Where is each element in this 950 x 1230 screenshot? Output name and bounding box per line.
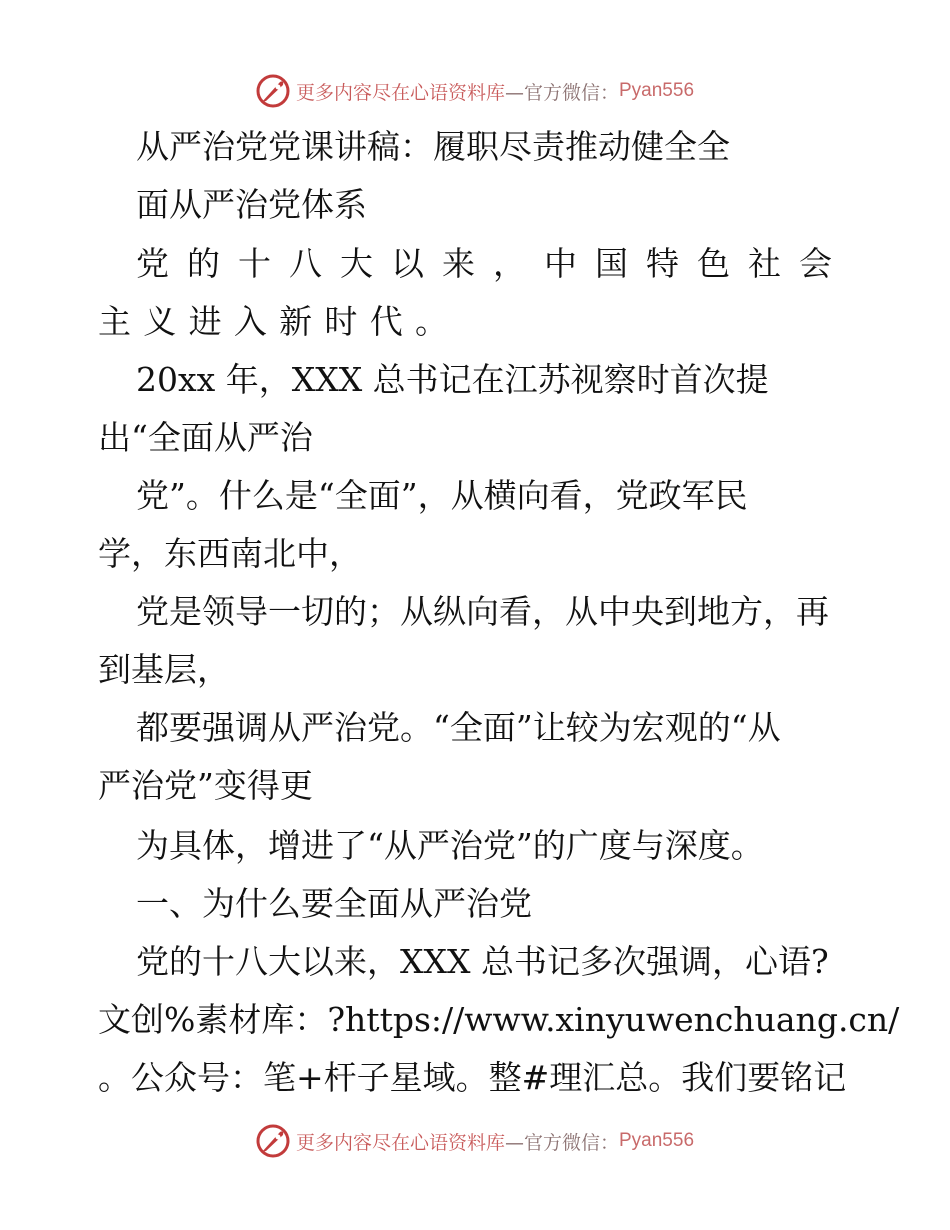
char: 义 — [143, 302, 177, 341]
paragraph-6-line-1: 为具体，增进了“从严治党”的广度与深度。 — [136, 826, 764, 865]
document-title-line-1: 从严治党党课讲稿：履职尽责推动健全全 — [136, 127, 730, 166]
watermark-separator: —官方微信： — [504, 81, 619, 104]
header-watermark — [0, 71, 950, 111]
quill-logo-icon — [256, 74, 290, 108]
char: 会 — [799, 244, 832, 283]
document-title-line-2: 面从严治党体系 — [136, 185, 367, 224]
paragraph-7-line-2: 文创%素材库：?https://www.xinyuwenchuang.cn/ — [98, 1000, 900, 1039]
paragraph-4-line-1: 党是领导一切的；从纵向看，从中央到地方，再 — [136, 592, 829, 631]
watermark-wechat-id: Pyan556 — [619, 80, 695, 101]
watermark-text: 更多内容尽在心语资料库 — [295, 1131, 505, 1154]
paragraph-1-line-2 — [98, 302, 448, 342]
char: 的 — [187, 244, 220, 283]
watermark-wechat-id: Pyan556 — [619, 1130, 695, 1151]
paragraph-7-line-3: 。公众号：笔+杆子星域。整#理汇总。我们要铭记 — [98, 1058, 847, 1097]
section-heading-1: 一、为什么要全面从严治党 — [136, 884, 532, 923]
paragraph-5-line-1: 都要强调从严治党。“全面”让较为宏观的“从 — [136, 708, 781, 747]
paragraph-2-line-2: 出“全面从严治 — [98, 418, 313, 457]
char: 来 — [442, 244, 475, 283]
char: 新 — [279, 302, 313, 341]
char: 入 — [233, 302, 267, 341]
paragraph-7-line-1: 党的十八大以来，XXX 总书记多次强调，心语? — [136, 942, 829, 981]
char: 国 — [595, 244, 628, 283]
char: 大 — [340, 244, 373, 283]
char: 党 — [136, 244, 169, 283]
char: 主 — [98, 302, 131, 341]
quill-logo-icon — [256, 1124, 290, 1158]
paragraph-3-line-1: 党”。什么是“全面”，从横向看，党政军民 — [136, 476, 748, 515]
paragraph-2-line-1: 20xx 年，XXX 总书记在江苏视察时首次提 — [136, 360, 769, 399]
char: 特 — [646, 244, 679, 283]
char: 八 — [289, 244, 322, 283]
char: 社 — [748, 244, 781, 283]
paragraph-5-line-2: 严治党”变得更 — [98, 766, 313, 805]
char: ， — [493, 244, 526, 283]
char: 时 — [324, 302, 358, 341]
paragraph-3-line-2: 学，东西南北中， — [98, 534, 362, 573]
paragraph-1-line-1 — [136, 244, 832, 284]
char: 代 — [369, 302, 403, 341]
watermark-text: 更多内容尽在心语资料库 — [295, 81, 505, 104]
char: 中 — [544, 244, 577, 283]
footer-watermark — [0, 1121, 950, 1161]
char: 以 — [391, 244, 424, 283]
paragraph-4-line-2: 到基层， — [98, 650, 230, 689]
char: 进 — [188, 302, 222, 341]
char: 十 — [238, 244, 271, 283]
char: 色 — [697, 244, 730, 283]
watermark-separator: —官方微信： — [504, 1131, 619, 1154]
char: 。 — [414, 302, 448, 341]
